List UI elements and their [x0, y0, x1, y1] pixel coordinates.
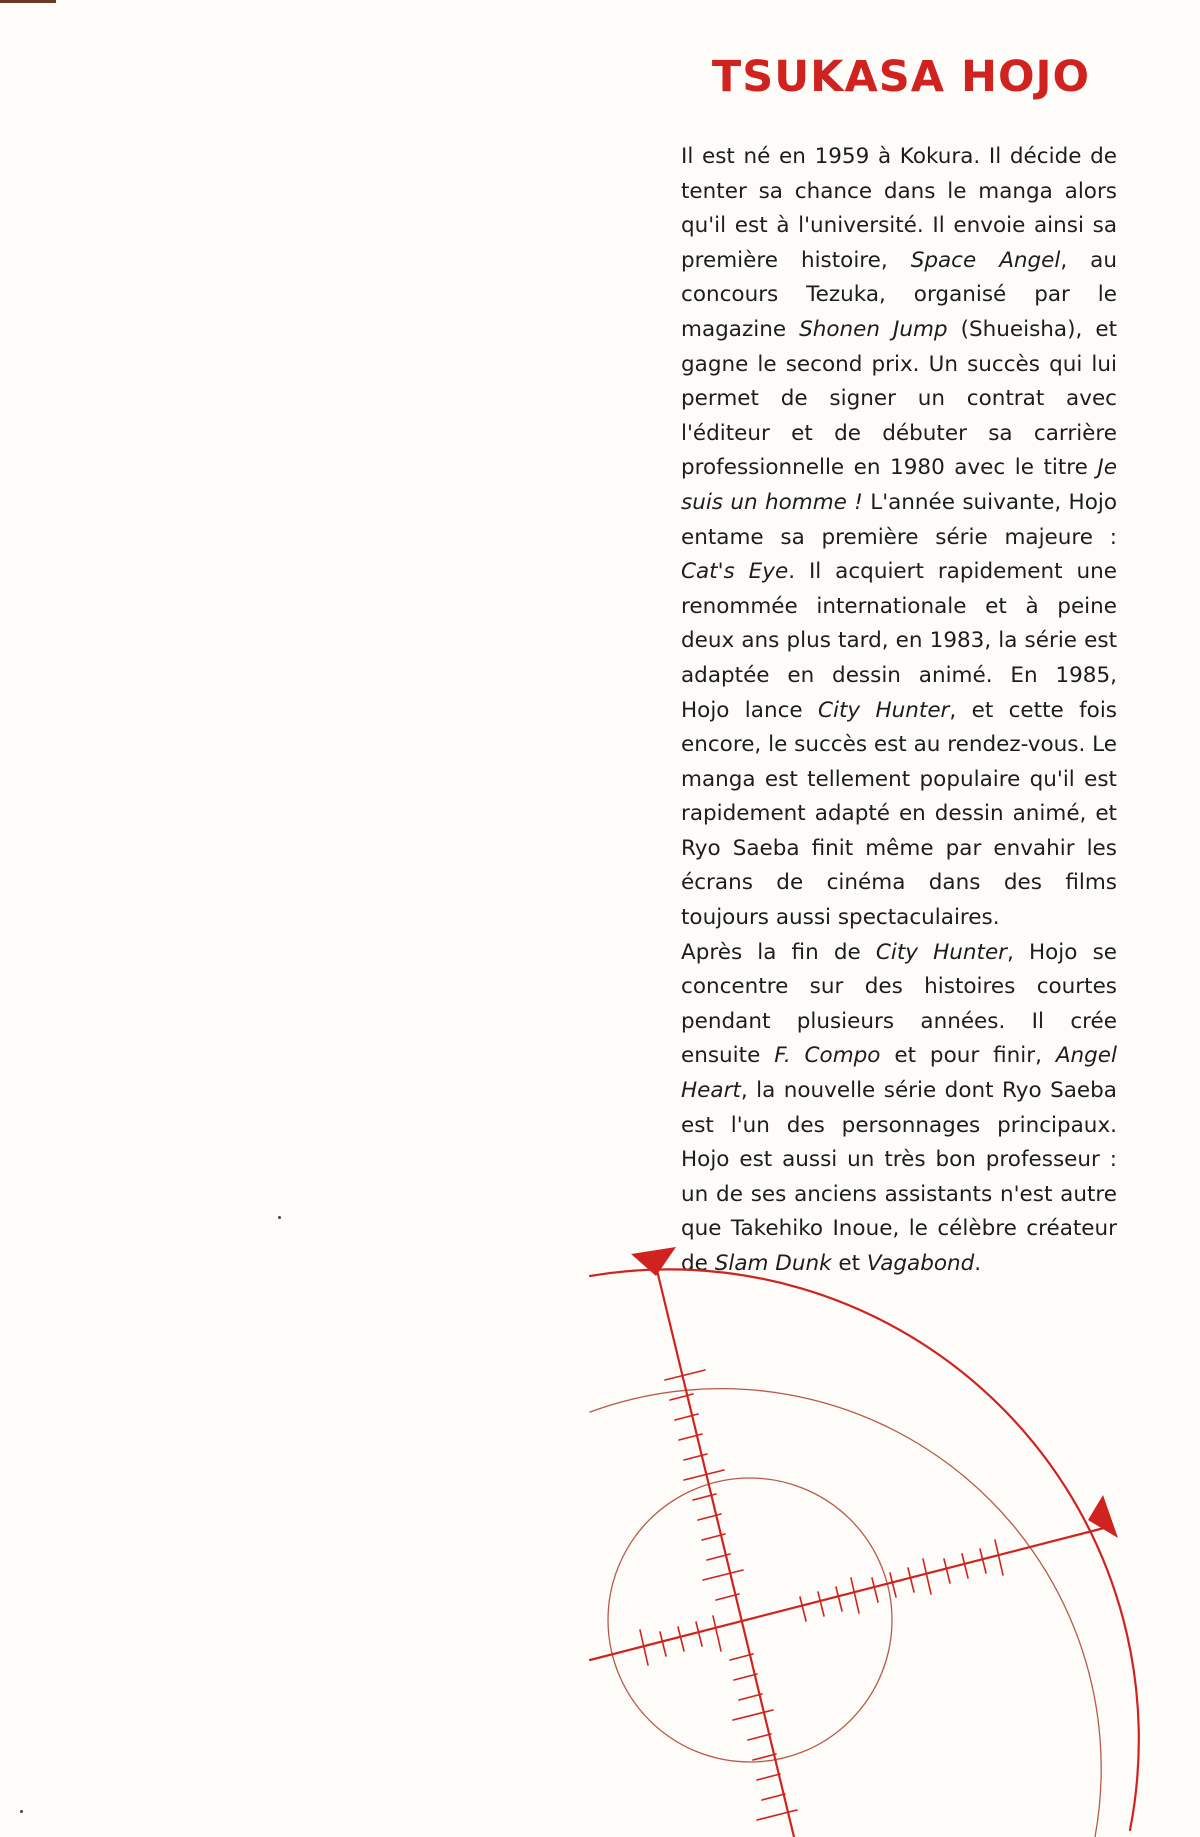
title-reference: F. Compo — [774, 1043, 881, 1069]
title-reference: Cat's Eye — [681, 559, 789, 585]
title-reference: Shonen Jump — [799, 316, 948, 342]
title-reference: Vagabond — [866, 1251, 975, 1276]
text-run: et pour finir, — [880, 1043, 1056, 1069]
title-reference: City Hunter — [875, 939, 1008, 965]
text-run: , Hojo se concentre sur des histoires courtes pendant plusieurs années. Il crée ensuite — [681, 939, 1117, 1069]
text-run: , la nouvelle série dont Ryo Saeba est l'un des personnages principaux. Hojo est aussi un très bon professeur : un de ses anciens assistants n'est autre que Takehiko Inoue, le célèbre créateur de — [681, 1078, 1117, 1276]
text-run: Il est né en 1959 à Kokura. Il décide de tenter sa chance dans le manga alors qu'il est à l'université. Il envoie ainsi sa première histoire, — [681, 144, 1117, 273]
text-run: et — [831, 1251, 867, 1276]
title-reference: Slam Dunk — [714, 1251, 832, 1276]
text-run: , au concours Tezuka, organisé par le magazine — [681, 247, 1117, 342]
reticle-horizontal-ticks — [640, 1540, 1003, 1665]
title-reference: City Hunter — [817, 697, 950, 723]
reticle-outer-arc — [590, 1269, 1139, 1830]
text-run: . — [974, 1251, 982, 1276]
reticle-horizontal-line — [590, 1527, 1108, 1660]
text-run: Après la fin de — [681, 939, 876, 965]
text-run: , et cette fois encore, le succès est au rendez-vous. Le manga est tellement populaire qu'il est rapidement adapté en dessin animé, et Ryo Saeba finit même par envahir les écrans de cinéma dans des films toujours aussi spectaculaires. — [681, 697, 1117, 931]
page-title: TSUKASA HOJO — [711, 52, 1091, 102]
text-run: L'année suivante, Hojo entame sa première série majeure : — [681, 489, 1117, 550]
reticle-vertical-line — [655, 1262, 794, 1837]
reticle-vertical-ticks — [665, 1370, 797, 1820]
reticle-middle-arc — [590, 1389, 1101, 1837]
text-run: (Shueisha), et gagne le second prix. Un succès qui lui permet de signer un contrat avec l'éditeur et de débuter sa carrière professionnelle en 1980 avec le titre — [681, 316, 1117, 481]
title-reference: Space Angel — [910, 247, 1061, 273]
text-run: . Il acquiert rapidement une renommée internationale et à peine deux ans plus tard, en 1983, la série est adaptée en dessin animé. En 1985, Hojo lance — [681, 559, 1117, 723]
title-reference: Angel Heart — [681, 1043, 1117, 1104]
reticle-top-marker — [631, 1247, 676, 1276]
title-reference: Je suis un homme ! — [681, 455, 1117, 515]
